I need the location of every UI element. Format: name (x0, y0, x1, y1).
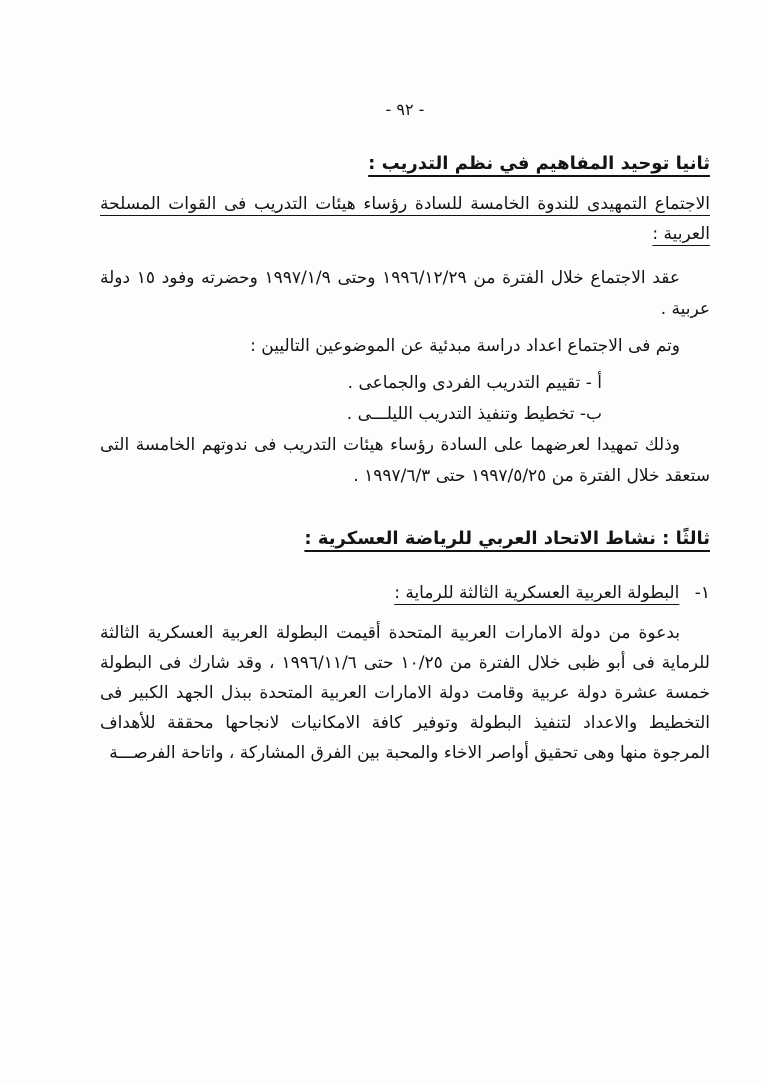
sports-section (100, 526, 710, 768)
purpose-paragraph: وذلك تمهيدا لعرضهما على السادة رؤساء هيئات التدريب فى ندوتهم الخامسة التى ستعقد خلال الفترة من ١٩٩٧/٥/٢٥ حتى ١٩٩٧/٦/٣ . (100, 435, 710, 486)
training-section (100, 151, 710, 492)
championship-item-line (100, 580, 710, 606)
topic-item-b: ب- تخطيط وتنفيذ التدريب الليلـــى . (346, 404, 602, 424)
meeting-title: الاجتماع التمهيدى للندوة الخامسة للسادة رؤساء هيئات التدريب فى القوات المسلحة العربية : (100, 194, 710, 244)
championship-paragraph: بدعوة من دولة الامارات العربية المتحدة أقيمت البطولة العربية العسكرية الثالثة للرماية فى أبو ظبى خلال الفترة من ١٠/٢٥ حتى ١٩٩٦/١١/٦ ، وقد شارك فى البطولة خمسة عشرة دولة عربية وقامت دولة الامارات العربية المتحدة ببذل الجهد الكبير فى التخطيط والاعداد لتنفيذ البطولة وتوفير كافة الامكانيات لانجاحها محققة للأهداف المرجوة منها وهى تحقيق أواصر الاخاء والمحبة بين الفرق المشاركة ، واتاحة الفرصـــة (100, 623, 710, 763)
meeting-dates-paragraph: عقد الاجتماع خلال الفترة من ١٩٩٦/١٢/٢٩ وحتى ١٩٩٧/١/٩ وحضرته وفود ١٥ دولة عربية . (100, 268, 710, 319)
training-section-heading: ثانيا توحيد المفاهيم في نظم التدريب : (368, 153, 710, 174)
sports-section-heading: ثالثًا : نشاط الاتحاد العربي للرياضة العسكرية : (304, 528, 710, 549)
championship-item-number: ١- (694, 583, 710, 603)
topics-intro-paragraph: وتم فى الاجتماع اعداد دراسة مبدئية عن الموضوعين التاليين : (250, 336, 680, 356)
page-number: - ٩٢ - (385, 100, 425, 119)
topic-item-a: أ - تقييم التدريب الفردى والجماعى . (347, 373, 602, 393)
championship-item-title: البطولة العربية العسكرية الثالثة للرماية : (394, 583, 680, 603)
